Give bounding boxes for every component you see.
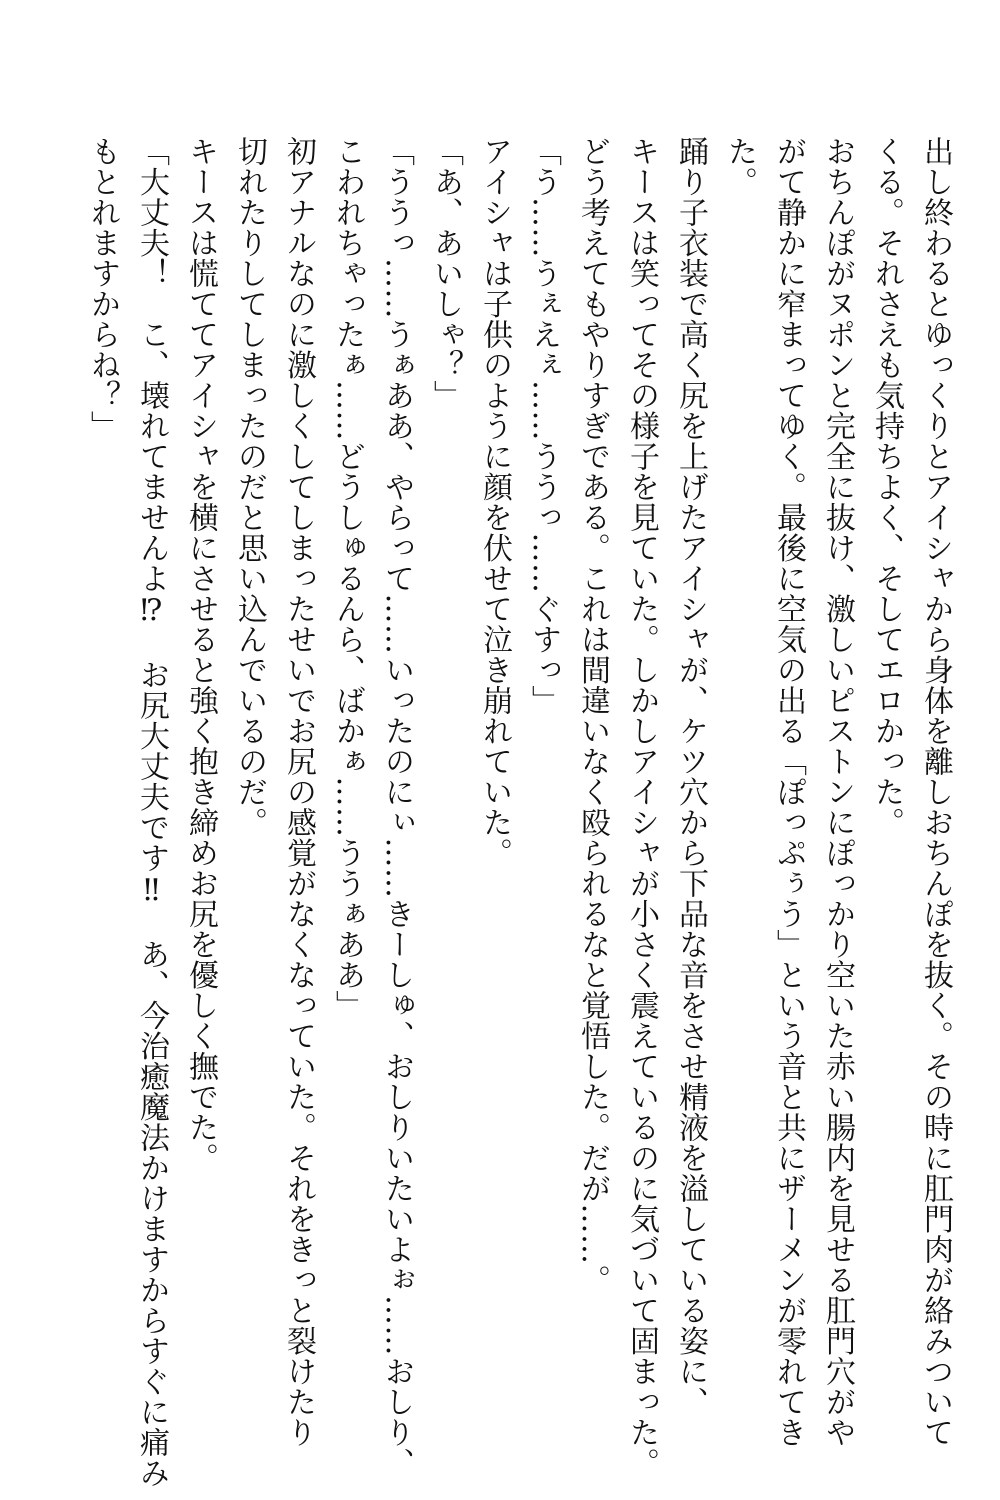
text-line: 「大丈夫！ こ、壊れてませんよ⁉ お尻大丈夫です‼ あ、今治癒魔法かけますからすぐに痛み [134, 136, 169, 1488]
text-line: 「ううっ……うぁああ、やらって……いったのにぃ……きーしゅ、おしりいたいよぉ……おしり、 [379, 136, 414, 1478]
text-line: 「う……うぇえぇ……ううっ……ぐすっ」 [526, 136, 561, 716]
text-line: た。 [722, 136, 757, 197]
text-line: どう考えてもやりすぎである。これは間違いなく殴られるなと覚悟した。だが……。 [575, 136, 610, 1295]
text-line: アイシャは子供のように顔を伏せて泣き崩れていた。 [477, 136, 512, 868]
text-line: もとれますからね？」 [85, 136, 120, 441]
text-line: キースは笑ってその様子を見ていた。しかしアイシャが小さく震えているのに気づいて固まった。 [624, 136, 659, 1478]
text-line: 「あ、あいしゃ？」 [428, 136, 463, 411]
text-line: おちんぽがヌポンと完全に抜け、激しいピストンにぽっかり空いた赤い腸内を見せる肛門穴がや [820, 136, 855, 1448]
text-line: 切れたりしてしまったのだと思い込んでいるのだ。 [232, 136, 267, 838]
text-line: こわれちゃったぁ……どうしゅるんら、ばかぁ……ううぁああ」 [330, 136, 365, 1021]
text-line: 出し終わるとゆっくりとアイシャから身体を離しおちんぽを抜く。その時に肛門肉が絡みついて [918, 136, 953, 1448]
vertical-text-body [78, 136, 960, 1488]
text-line: 初アナルなのに激しくしてしまったせいでお尻の感覚がなくなっていた。それをきっと裂けたり [281, 136, 316, 1448]
text-line: がて静かに窄まってゆく。最後に空気の出る「ぽっぷぅう」という音と共にザーメンが零れてき [771, 136, 806, 1448]
text-line: キースは慌ててアイシャを横にさせると強く抱き締めお尻を優しく撫でた。 [183, 136, 218, 1173]
text-line: くる。それさえも気持ちよく、そしてエロかった。 [869, 136, 904, 838]
text-line: 踊り子衣装で高く尻を上げたアイシャが、ケツ穴から下品な音をさせ精液を溢している姿に、 [673, 136, 708, 1417]
